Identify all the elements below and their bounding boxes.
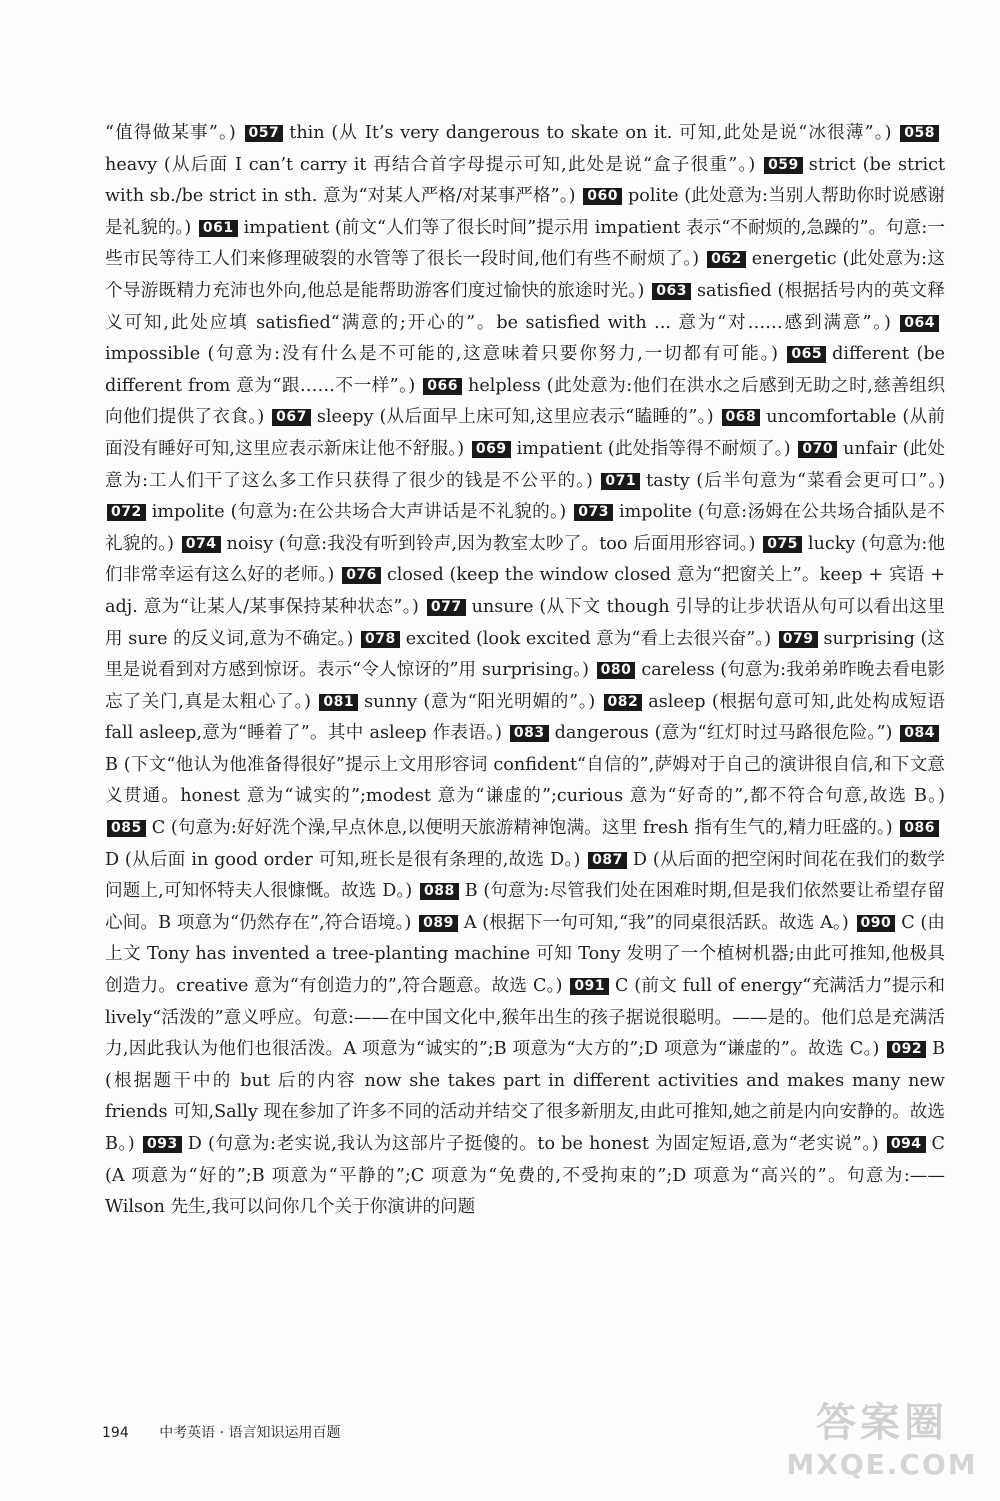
answer-entry — [599, 471, 945, 491]
answer-text: sunny (意为“阳光明媚的”。) — [364, 691, 596, 712]
answer-text: uncomfortable (从前面没有睡好可知,这里应表示新床让他不舒服。) — [105, 407, 945, 459]
question-number-badge: 070 — [798, 441, 837, 458]
question-number-badge: 060 — [583, 188, 622, 205]
question-number-badge: 092 — [887, 1041, 926, 1058]
answer-text: impatient (前文“人们等了很长时间”提示用 impatient 表示“不耐烦的,急躁的”。句意:一些市民等待工人们来修理破裂的水管等了很长一段时间,他们有些不耐烦了。) — [105, 217, 945, 270]
watermark-text-bottom: MXQE.COM — [786, 1448, 978, 1481]
question-number-badge: 080 — [597, 662, 636, 679]
answer-text: excited (look excited 意为“看上去很兴奋”。) — [405, 628, 772, 649]
answer-explanations — [105, 118, 945, 1224]
answer-text: closed (keep the window closed 意为“把窗关上”。keep + 宾语 + adj. 意为“让某人/某事保持某种状态”。) — [105, 565, 945, 617]
question-number-badge: 059 — [764, 157, 803, 174]
question-number-badge: 064 — [900, 315, 939, 332]
answer-text: C (由上文 Tony has invented a tree-planting machine 可知 Tony 发明了一个植树机器;由此可推知,他极具创造力。creative 意为“有创造力的”,符合题意。故选 C。) — [105, 912, 946, 997]
question-number-badge: 063 — [652, 283, 691, 300]
answer-text: thin (从 It’s very dangerous to skate on it. 可知,此处是说“冰很薄”。) — [289, 123, 892, 143]
answer-entry — [105, 123, 236, 143]
answer-text: polite (此处意为:当别人帮助你时说感谢是礼貌的。) — [105, 186, 945, 238]
answer-text: B (下文“他认为他准备得很好”提示上文用形容词 confident“自信的”,萨姆对于自己的演讲很自信,和下文意义贯通。honest 意为“诚实的”;modest 意为“谦虚的”;curious 意为“好奇的”,都不符合句意,故选 B。) — [105, 754, 945, 807]
question-number-badge: 076 — [342, 567, 381, 584]
answer-entry — [243, 123, 892, 143]
answer-text: B (句意为:尽管我们处在困难时期,但是我们依然要让希望存留心间。B 项意为“仍然存在”,符合语境。) — [105, 881, 945, 933]
watermark-logo — [782, 1391, 982, 1491]
question-number-badge: 078 — [361, 631, 400, 648]
answer-text: different (be different from 意为“跟……不一样”。) — [105, 344, 945, 396]
question-number-badge: 083 — [510, 725, 549, 742]
answer-text: C (句意为:好好洗个澡,早点休息,以便明天旅游精神饱满。这里 fresh 指有生气的,精力旺盛的。) — [151, 818, 893, 839]
answer-text: lucky (句意为:他们非常幸运有这么好的老师。) — [105, 533, 945, 586]
question-number-badge: 094 — [887, 1136, 926, 1153]
answer-entry — [105, 502, 566, 522]
question-number-badge: 088 — [420, 883, 459, 900]
question-number-badge: 071 — [601, 473, 640, 490]
answer-entry — [317, 692, 595, 712]
answer-text: asleep (根据句意可知,此处构成短语 fall asleep,意为“睡着了”。其中 asleep 作表语。) — [105, 691, 946, 744]
page-number: 194 — [102, 1425, 129, 1441]
answer-text: satisfied (根据括号内的英文释义可知,此处应填 satisfied“满意的;开心的”。be satisfied with ... 意为“对……感到满意”。) — [105, 280, 945, 333]
question-number-badge: 075 — [763, 536, 802, 553]
question-number-badge: 084 — [900, 725, 939, 742]
answer-text: unsure (从下文 though 引导的让步状语从句可以看出这里用 sure 的反义词,意为不确定。) — [105, 596, 946, 649]
question-number-badge: 081 — [319, 694, 358, 711]
answer-text: impolite (句意:汤姆在公共场合插队是不礼貌的。) — [105, 502, 945, 554]
answer-text: dangerous (意为“红灯时过马路很危险。”) — [554, 723, 893, 744]
answer-text: sleepy (从后面早上床可知,这里应表示“瞌睡的”。) — [316, 407, 714, 428]
answer-text: “值得做某事”。) — [105, 123, 236, 143]
question-number-badge: 085 — [107, 820, 146, 837]
answer-text: energetic (此处意为:这个导游既精力充沛也外向,他总是能帮助游客们度过愉快的旅途时光。) — [105, 249, 945, 301]
answer-entry — [508, 723, 892, 743]
answer-text: careless (句意为:我弟弟昨晚去看电影忘了关门,真是太粗心了。) — [105, 660, 945, 712]
answer-text: C (前文 full of energy“充满活力”提示和 lively“活泼的”意义呼应。句意:——在中国文化中,猴年出生的孩子据说很聪明。——是的。他们总是充满活力,因此我认为他们也很活泼。A 项意为“诚实的”;B 项意为“大方的”;D 项意为“谦虚的”。故选 C。) — [105, 976, 945, 1060]
answer-text: strict (be strict with sb./be strict in sth. 意为“对某人严格/对某事严格”。) — [105, 154, 946, 207]
answer-text: impatient (此处指等得不耐烦了。) — [516, 438, 791, 459]
answer-entry — [270, 407, 713, 427]
answer-entry — [105, 818, 893, 838]
question-number-badge: 066 — [423, 378, 462, 395]
question-number-badge: 061 — [199, 220, 238, 237]
question-number-badge: 057 — [245, 125, 284, 142]
question-number-badge: 068 — [722, 409, 761, 426]
answer-entry — [180, 534, 756, 554]
answer-text: noisy (句意:我没有听到铃声,因为教室太吵了。too 后面用形容词。) — [226, 533, 756, 554]
question-number-badge: 082 — [604, 694, 643, 711]
answer-text: D (从后面的把空闲时间花在我们的数学问题上,可知怀特夫人很慷慨。故选 D。) — [105, 849, 946, 902]
question-number-badge: 093 — [143, 1136, 182, 1153]
page-footer — [102, 1422, 341, 1442]
question-number-badge: 089 — [419, 915, 458, 932]
question-number-badge: 091 — [570, 978, 609, 995]
question-number-badge: 079 — [779, 631, 818, 648]
answer-text: unfair (此处意为:工人们干了这么多工作只获得了很少的钱是不公平的。) — [105, 438, 945, 491]
question-number-badge: 062 — [707, 251, 746, 268]
watermark-text-top: 答案圈 — [816, 1400, 948, 1446]
question-number-badge: 065 — [787, 346, 826, 363]
question-number-badge: 073 — [574, 504, 613, 521]
question-number-badge: 072 — [107, 504, 146, 521]
question-number-badge: 077 — [427, 599, 466, 616]
answer-text: impolite (句意为:在公共场合大声讲话是不礼貌的。) — [151, 502, 567, 523]
question-number-badge: 058 — [900, 125, 939, 142]
question-number-badge: 087 — [588, 852, 627, 869]
answer-text: C (A 项意为“好的”;B 项意为“平静的”;C 项意为“免费的,不受拘束的”;D 项意为“高兴的”。句意为:——Wilson 先生,我可以问你几个关于你演讲的问题 — [105, 1134, 946, 1218]
question-number-badge: 074 — [182, 536, 221, 553]
answer-text: helpless (此处意为:他们在洪水之后感到无助之时,慈善组织向他们提供了衣食。) — [105, 375, 945, 428]
question-number-badge: 086 — [900, 820, 939, 837]
question-number-badge: 067 — [272, 409, 311, 426]
answer-text: A (根据下一句可知,“我”的同桌很活跃。故选 A。) — [463, 912, 849, 933]
answer-text: D (句意为:老实说,我认为这部片子挺傻的。to be honest 为固定短语,意为“老实说”。) — [187, 1134, 879, 1154]
book-title: 中考英语 · 语言知识运用百题 — [159, 1425, 341, 1441]
answer-paragraph — [105, 118, 945, 1224]
answer-entry — [417, 913, 849, 933]
answer-text: heavy (从后面 I can’t carry it 再结合首字母提示可知,此处是说“盒子很重”。) — [105, 154, 756, 175]
answer-entry — [470, 439, 791, 459]
answer-text: B (根据题干中的 but 后的内容 now she takes part in different activities and makes many new friends 可知,Sally 现在参加了许多不同的活动并结交了很多新朋友,由此可推知,她之前是内向安静的。故选 B。) — [105, 1039, 946, 1154]
question-number-badge: 090 — [857, 915, 896, 932]
answer-text: impossible (句意为:没有什么是不可能的,这意味着只要你努力,一切都有可能。) — [105, 344, 779, 365]
answer-text: D (从后面 in good order 可知,班长是很有条理的,故选 D。) — [105, 849, 581, 870]
answer-text: tasty (后半句意为“菜看会更可口”。) — [646, 470, 946, 491]
answer-text: surprising (这里是说看到对方感到惊讶。表示“令人惊讶的”用 surprising。) — [105, 628, 946, 681]
question-number-badge: 069 — [472, 441, 511, 458]
answer-entry — [359, 629, 771, 649]
answer-entry — [141, 1134, 879, 1154]
